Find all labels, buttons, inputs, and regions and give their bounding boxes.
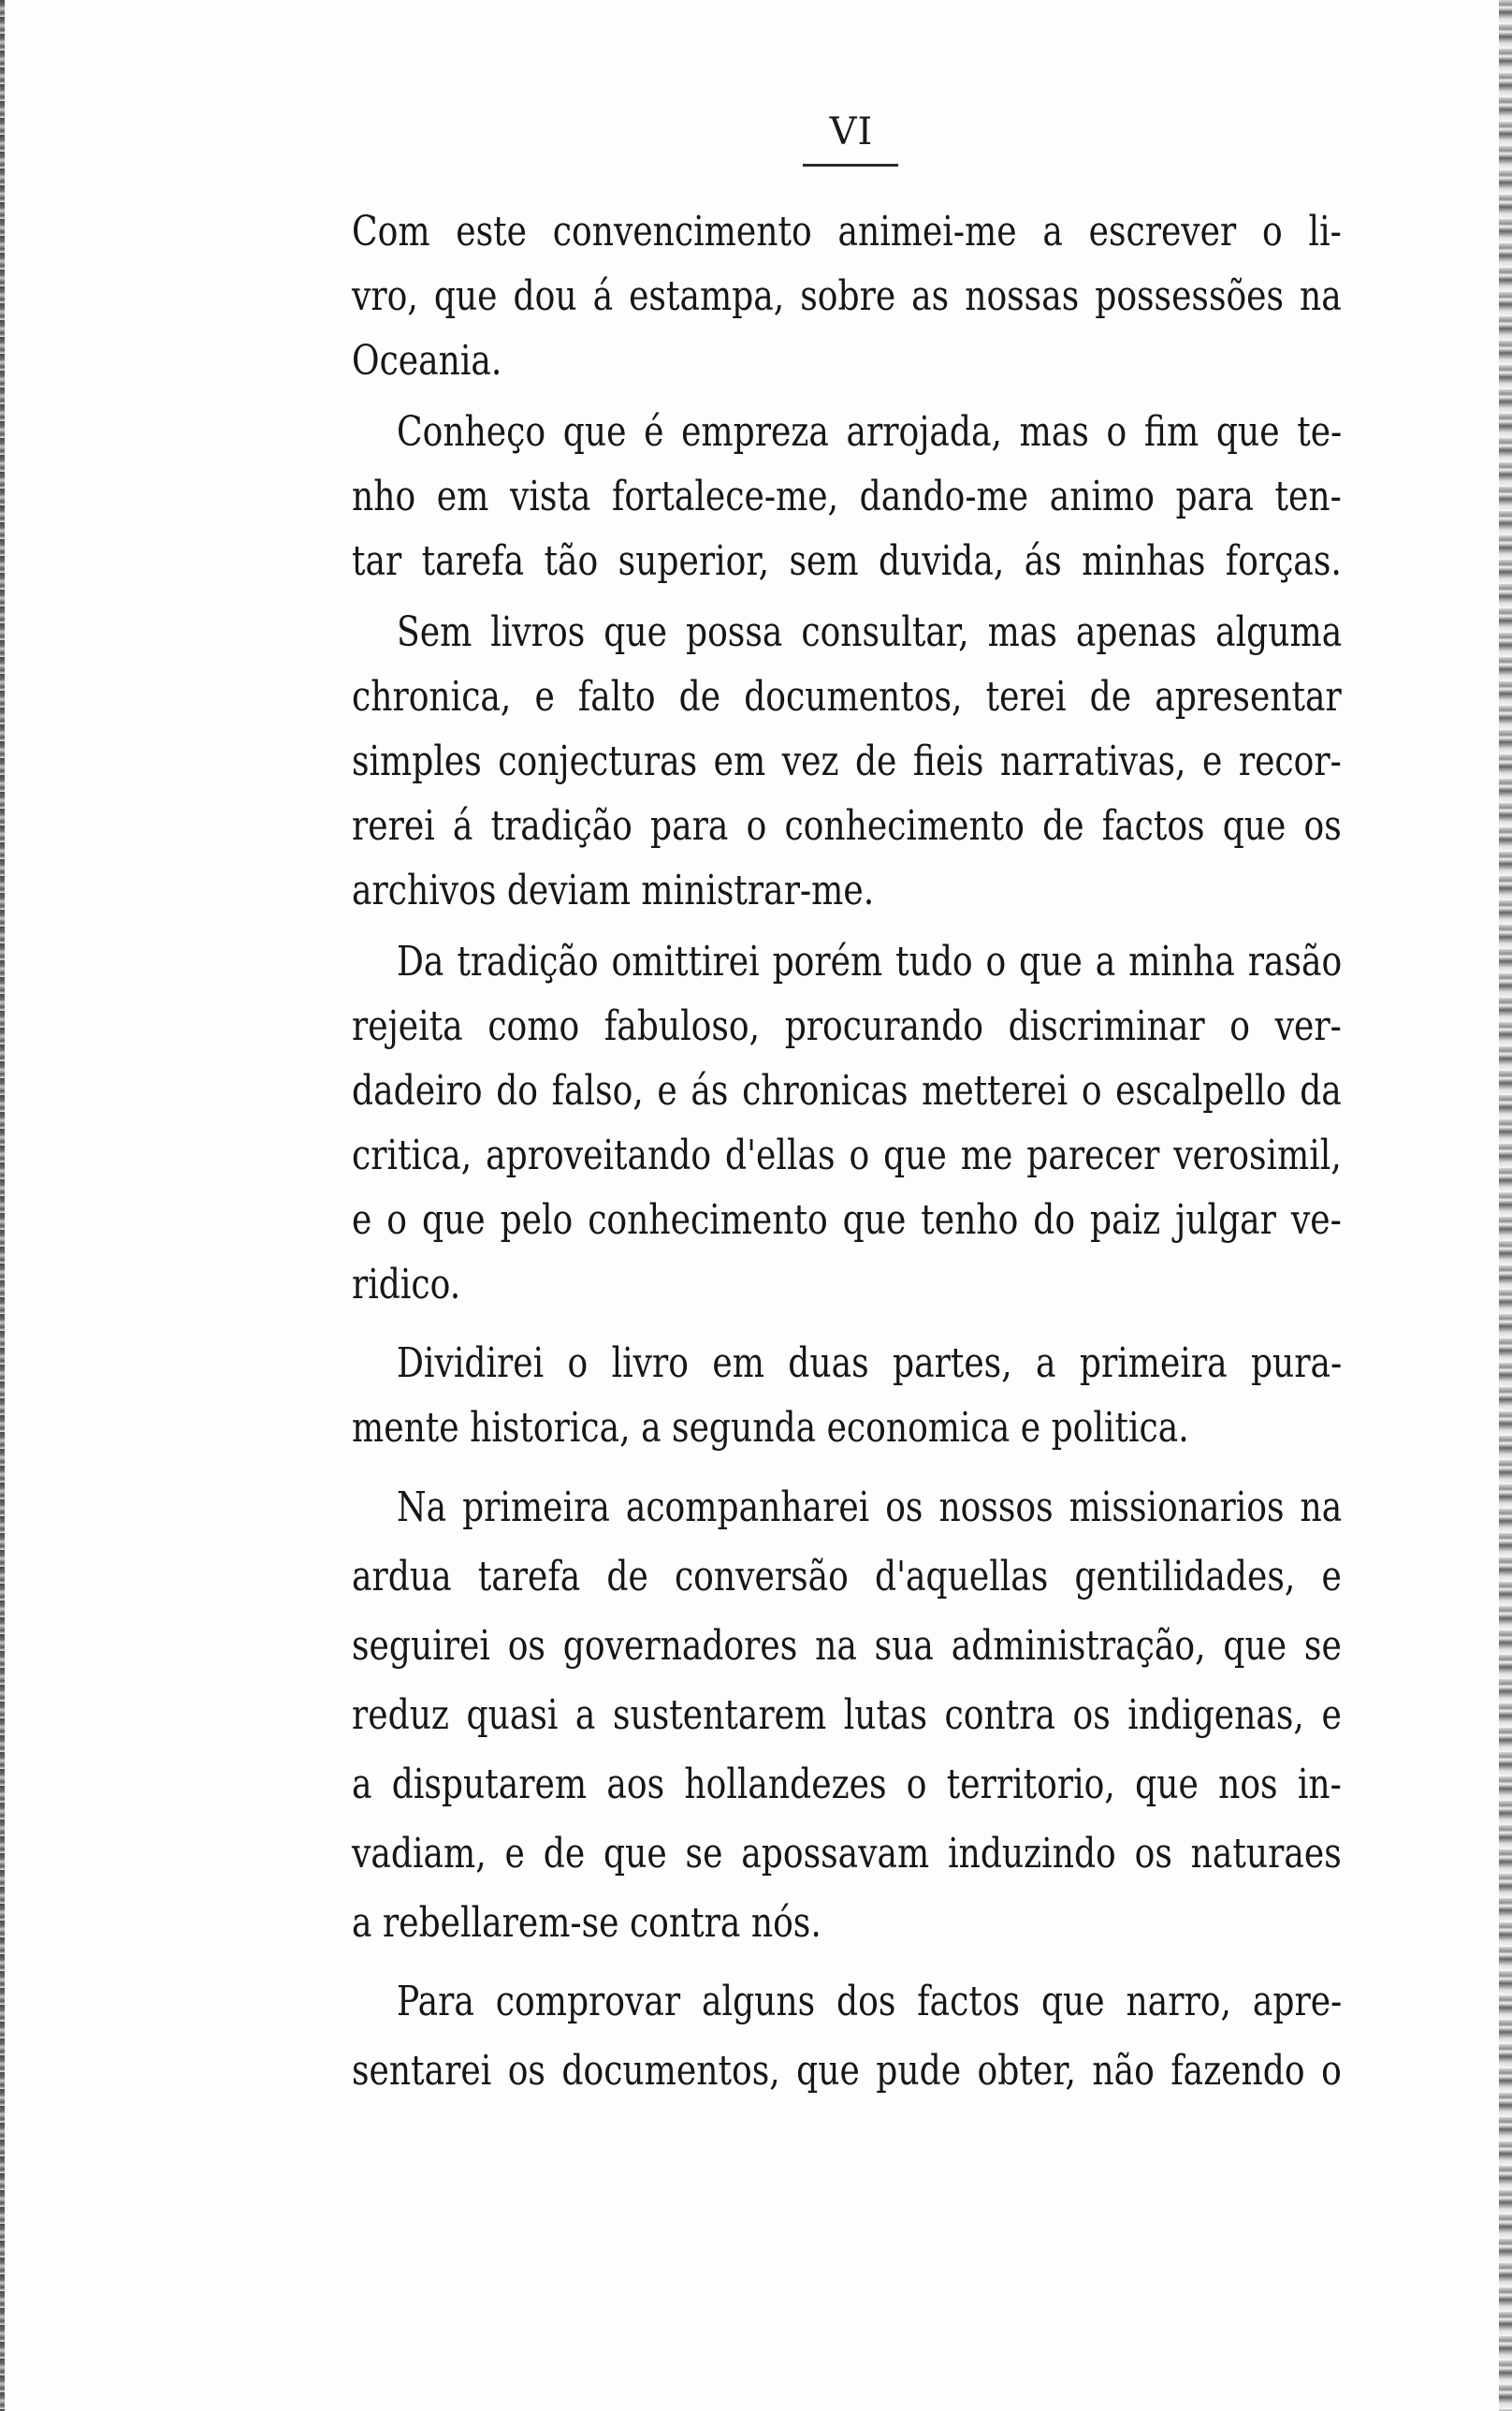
text-line: Na primeira acompanharei os nossos missionarios na bbox=[397, 1483, 1343, 1531]
text-line: Oceania. bbox=[352, 337, 502, 385]
text-line: Da tradição omittirei porém tudo o que a minha rasão bbox=[397, 938, 1343, 986]
text-line: reduz quasi a sustentarem lutas contra os indigenas, e bbox=[352, 1691, 1342, 1739]
text-line: sentarei os documentos, que pude obter, não fazendo o bbox=[352, 2047, 1342, 2095]
text-line: a rebellarem-se contra nós. bbox=[352, 1899, 821, 1947]
text-line: simples conjecturas em vez de fieis narrativas, e recor- bbox=[352, 738, 1342, 785]
text-line: dadeiro do falso, e ás chronicas metterei o escalpello da bbox=[352, 1067, 1342, 1115]
text-line: vadiam, e de que se apossavam induzindo os naturaes bbox=[352, 1830, 1342, 1878]
text-line: nho em vista fortalece-me, dando-me animo para ten- bbox=[352, 473, 1342, 520]
text-line: seguirei os governadores na sua administração, que se bbox=[352, 1622, 1342, 1670]
text-line: archivos deviam ministrar-me. bbox=[352, 867, 875, 914]
text-line: mente historica, a segunda economica e politica. bbox=[352, 1404, 1189, 1452]
text-line: vro, que dou á estampa, sobre as nossas possessões na bbox=[352, 272, 1342, 320]
text-line: critica, aproveitando d'ellas o que me parecer verosimil, bbox=[352, 1132, 1342, 1179]
text-line: ridico. bbox=[352, 1261, 461, 1308]
text-line: Sem livros que possa consultar, mas apenas alguma bbox=[397, 608, 1343, 656]
text-line: tar tarefa tão superior, sem duvida, ás minhas forças. bbox=[352, 537, 1342, 585]
text-line: Conheço que é empreza arrojada, mas o fim que te- bbox=[397, 408, 1343, 456]
text-line: Com este convencimento animei-me a escrever o li- bbox=[352, 208, 1342, 256]
text-line: rerei á tradição para o conhecimento de factos que os bbox=[352, 802, 1342, 850]
text-line: ardua tarefa de conversão d'aquellas gentilidades, e bbox=[352, 1553, 1342, 1600]
text-line: Para comprovar alguns dos factos que narro, apre- bbox=[397, 1978, 1343, 2025]
text-line: e o que pelo conhecimento que tenho do paiz julgar ve- bbox=[352, 1196, 1342, 1244]
text-line: rejeita como fabuloso, procurando discriminar o ver- bbox=[352, 1002, 1342, 1050]
text-line: a disputarem aos hollandezes o territorio, que nos in- bbox=[352, 1761, 1342, 1808]
page-number: VI bbox=[829, 110, 874, 153]
text-line: chronica, e falto de documentos, terei de apresentar bbox=[352, 673, 1342, 721]
text-line: Dividirei o livro em duas partes, a primeira pura- bbox=[397, 1339, 1343, 1387]
